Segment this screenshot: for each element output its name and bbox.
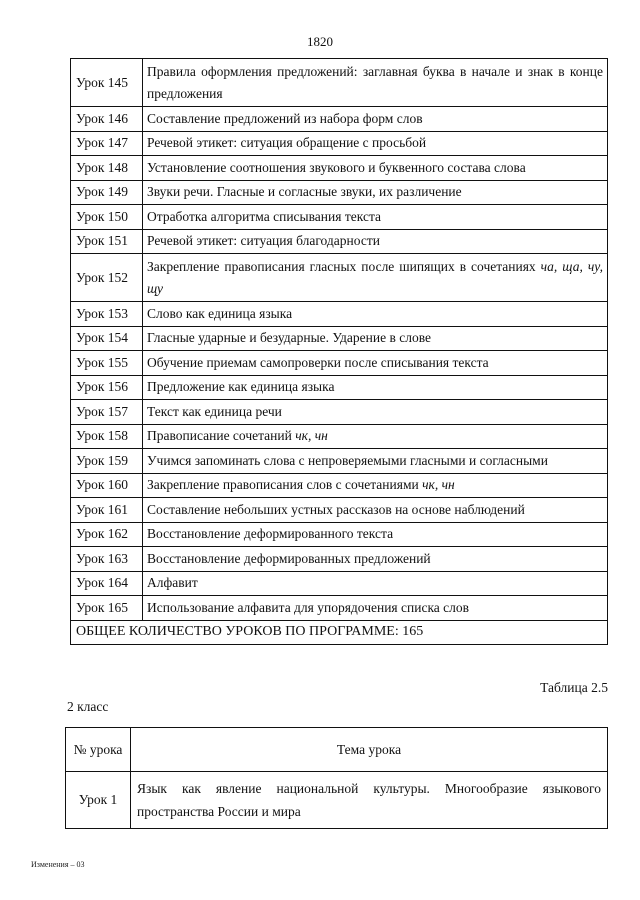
- lesson-topic: [143, 547, 608, 572]
- table-row: [71, 229, 608, 254]
- table-caption: Таблица 2.5: [540, 680, 608, 695]
- lesson-number: Урок 155: [71, 351, 143, 376]
- header-lesson-topic: Тема урока: [131, 728, 608, 772]
- lesson-topic-text: Составление предложений из набора форм слов: [147, 110, 423, 126]
- lesson-number: Урок 152: [71, 254, 143, 302]
- lesson-number: Урок 157: [71, 400, 143, 425]
- table-row: [71, 351, 608, 376]
- lesson-number: Урок 1: [66, 772, 131, 829]
- table-row: [71, 596, 608, 621]
- lesson-topic: [143, 449, 608, 474]
- lesson-number: Урок 163: [71, 547, 143, 572]
- table-row: [71, 498, 608, 523]
- lesson-topic: [143, 571, 608, 596]
- lesson-topic-italic: чк, чн: [295, 428, 328, 444]
- lesson-topic: [143, 351, 608, 376]
- lesson-topic-text: Предложение как единица языка: [147, 379, 335, 395]
- lesson-number: Урок 156: [71, 375, 143, 400]
- lesson-topic-italic: ча, ща, чу, щу: [147, 258, 603, 296]
- lesson-topic-text: Установление соотношения звукового и буквенного состава слова: [147, 159, 526, 175]
- lesson-topic-text: Текст как единица речи: [147, 403, 282, 419]
- lesson-topic-text: Речевой этикет: ситуация благодарности: [147, 233, 380, 249]
- lesson-topic: [143, 498, 608, 523]
- lesson-topic-text: Закрепление правописания слов с сочетаниями: [147, 477, 423, 493]
- total-lessons-cell: ОБЩЕЕ КОЛИЧЕСТВО УРОКОВ ПО ПРОГРАММЕ: 165: [71, 620, 608, 644]
- table-row: [71, 59, 608, 107]
- table-row: [71, 205, 608, 230]
- lesson-topic: [143, 302, 608, 327]
- lesson-topic: Язык как явление национальной культуры. Многообразие языкового пространства России и мира: [131, 772, 608, 829]
- lesson-topic: [143, 375, 608, 400]
- lesson-number: Урок 161: [71, 498, 143, 523]
- grade2-table-body: [66, 772, 608, 829]
- table-row: [71, 400, 608, 425]
- lesson-topic: [143, 326, 608, 351]
- lesson-topic: [143, 107, 608, 132]
- lesson-topic: [143, 59, 608, 107]
- lesson-topic: [143, 254, 608, 302]
- lesson-topic-text: Гласные ударные и безударные. Ударение в слове: [147, 330, 431, 346]
- lesson-topic-text: Правила оформления предложений: заглавная буква в начале и знак в конце предложения: [147, 63, 603, 101]
- header-lesson-number: № урока: [66, 728, 131, 772]
- lesson-number: Урок 148: [71, 156, 143, 181]
- table-row: [71, 131, 608, 156]
- lesson-topic-text: Закрепление правописания гласных после шипящих в сочетаниях: [147, 258, 541, 274]
- lesson-number: Урок 158: [71, 424, 143, 449]
- lesson-topic-text: Учимся запоминать слова с непроверяемыми гласными и согласными: [147, 452, 548, 468]
- grade-heading: 2 класс: [67, 699, 109, 714]
- lesson-topic: [143, 229, 608, 254]
- lesson-topic: [143, 596, 608, 621]
- page-number: 1820: [307, 34, 333, 49]
- lesson-topic: [143, 180, 608, 205]
- lesson-topic: [143, 400, 608, 425]
- table-row: [71, 375, 608, 400]
- table-row: [71, 547, 608, 572]
- table-row: [71, 571, 608, 596]
- lesson-topic-text: Составление небольших устных рассказов на основе наблюдений: [147, 501, 525, 517]
- lesson-number: Урок 150: [71, 205, 143, 230]
- grade2-lessons-table: [65, 727, 608, 829]
- lessons-table-body: [71, 59, 608, 621]
- lesson-topic: [143, 424, 608, 449]
- table-row: [71, 302, 608, 327]
- lesson-topic-text: Использование алфавита для упорядочения списка слов: [147, 599, 470, 615]
- lesson-topic-text: Обучение приемам самопроверки после списывания текста: [147, 354, 489, 370]
- revision-footer: Изменения – 03: [31, 860, 85, 869]
- lesson-number: Урок 162: [71, 522, 143, 547]
- lesson-topic-text: Отработка алгоритма списывания текста: [147, 208, 381, 224]
- table-row: [71, 522, 608, 547]
- table-row: [71, 156, 608, 181]
- lesson-topic: [143, 473, 608, 498]
- lesson-number: Урок 160: [71, 473, 143, 498]
- lesson-topic-text: Слово как единица языка: [147, 305, 293, 321]
- lesson-topic: [143, 522, 608, 547]
- lesson-topic: [143, 205, 608, 230]
- lesson-number: Урок 149: [71, 180, 143, 205]
- lesson-number: Урок 154: [71, 326, 143, 351]
- table-row: [71, 424, 608, 449]
- lesson-number: Урок 147: [71, 131, 143, 156]
- lesson-topic-italic: чк, чн: [422, 477, 455, 493]
- table-row: [71, 449, 608, 474]
- table-row: [66, 772, 608, 829]
- table-row: [71, 107, 608, 132]
- lesson-number: Урок 145: [71, 59, 143, 107]
- lesson-topic-text: Речевой этикет: ситуация обращение с просьбой: [147, 135, 427, 151]
- table-row: [71, 326, 608, 351]
- lesson-number: Урок 153: [71, 302, 143, 327]
- table-row: [71, 473, 608, 498]
- table-row: [71, 254, 608, 302]
- lesson-topic-text: Звуки речи. Гласные и согласные звуки, их различение: [147, 184, 462, 200]
- lesson-topic-text: Алфавит: [147, 575, 198, 591]
- lesson-topic: [143, 131, 608, 156]
- lesson-topic-text: Восстановление деформированного текста: [147, 526, 394, 542]
- table-header-row: [66, 728, 608, 772]
- lesson-topic-text: Правописание сочетаний: [147, 428, 296, 444]
- lesson-number: Урок 146: [71, 107, 143, 132]
- lesson-topic: [143, 156, 608, 181]
- lesson-topic-text: Восстановление деформированных предложений: [147, 550, 431, 566]
- table-row: [71, 180, 608, 205]
- lessons-table: [70, 58, 608, 645]
- lesson-number: Урок 164: [71, 571, 143, 596]
- lesson-number: Урок 165: [71, 596, 143, 621]
- total-row: [71, 620, 608, 644]
- lesson-number: Урок 159: [71, 449, 143, 474]
- lesson-number: Урок 151: [71, 229, 143, 254]
